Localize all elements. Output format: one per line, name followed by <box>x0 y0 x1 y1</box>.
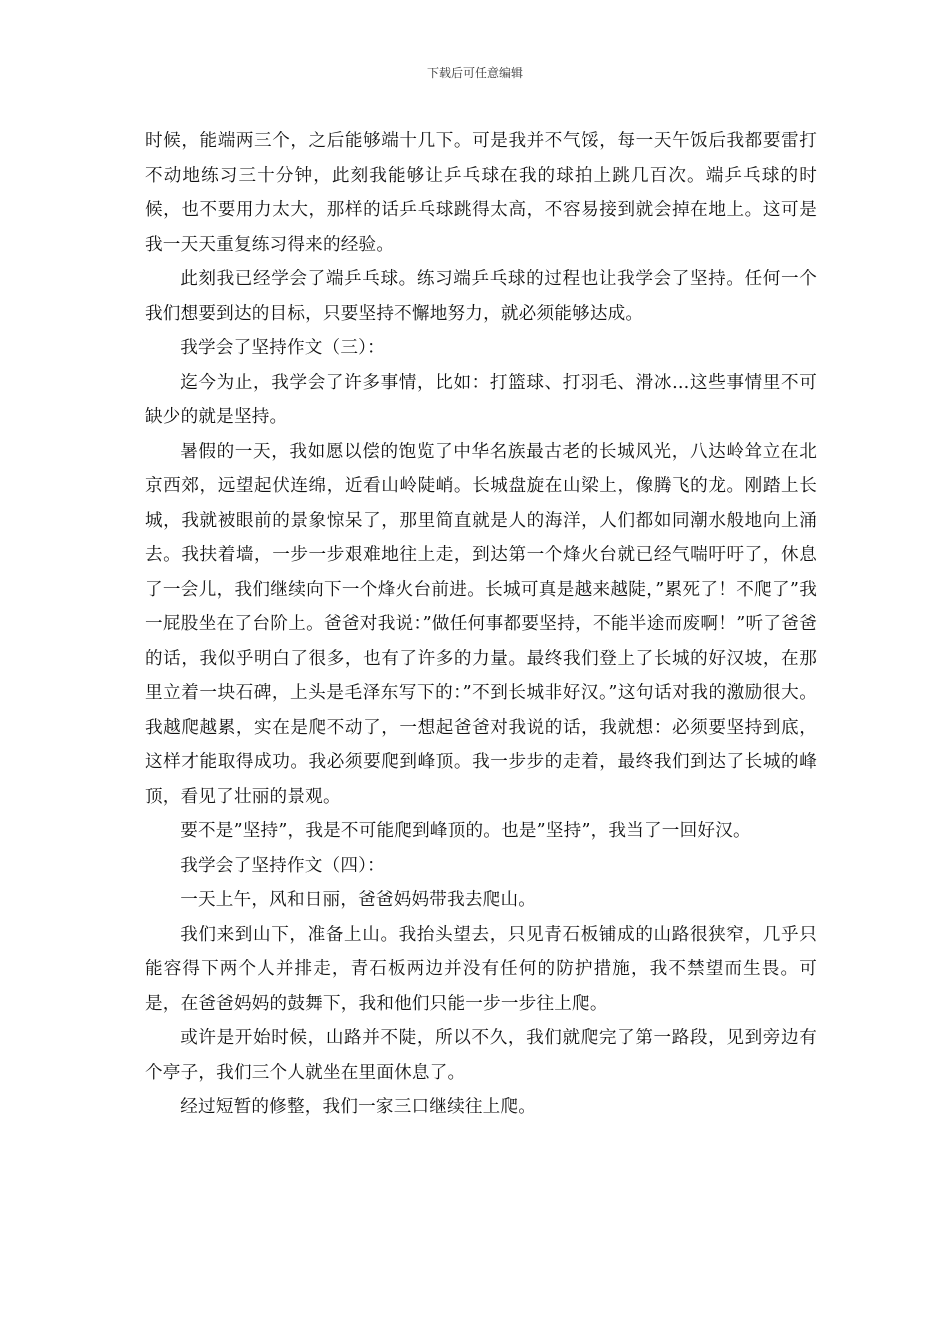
paragraph: 或许是开始时候，山路并不陡，所以不久，我们就爬完了第一路段，见到旁边有个亭子，我们三个人就坐在里面休息了。 <box>145 1028 817 1083</box>
paragraph: 时候，能端两三个，之后能够端十几下。可是我并不气馁，每一天午饭后我都要雷打不动地练习三十分钟，此刻我能够让乒乓球在我的球拍上跳几百次。端乒乓球的时候，也不要用力太大，那样的话乒乓球跳得太高，不容易接到就会掉在地上。这可是我一天天重复练习得来的经验。 <box>145 131 817 255</box>
paragraph: 要不是”坚持”，我是不可能爬到峰顶的。也是”坚持”，我当了一回好汉。 <box>180 821 751 841</box>
paragraph: 暑假的一天，我如愿以偿的饱览了中华名族最古老的长城风光，八达岭耸立在北京西郊，远望起伏连绵，近看山岭陡峭。长城盘旋在山梁上，像腾飞的龙。刚踏上长城，我就被眼前的景象惊呆了，那里简直就是人的海洋，人们都如同潮水般地向上涌去。我扶着墙，一步一步艰难地往上走，到达第一个烽火台就已经气喘吁吁了，休息了一会儿，我们继续向下一个烽火台前进。长城可真是越来越陡，”累死了！不爬了”我一屁股坐在了台阶上。爸爸对我说：”做任何事都要坚持，不能半途而废啊！”听了爸爸的话，我似乎明白了很多，也有了许多的力量。最终我们登上了长城的好汉坡，在那里立着一块石碑，上头是毛泽东写下的：”不到长城非好汉。”这句话对我的激励很大。我越爬越累，实在是爬不动了，一想起爸爸对我说的话，我就想：必须要坚持到底，这样才能取得成功。我必须要爬到峰顶。我一步步的走着，最终我们到达了长城的峰顶，看见了壮丽的景观。 <box>145 441 817 807</box>
paragraph: 一天上午，风和日丽，爸爸妈妈带我去爬山。 <box>180 890 537 910</box>
document-body <box>145 124 817 1125</box>
paragraph: 迄今为止，我学会了许多事情，比如：打篮球、打羽毛、滑冰...这些事情里不可缺少的就是坚持。 <box>145 372 817 427</box>
paragraph: 经过短暂的修整，我们一家三口继续往上爬。 <box>180 1097 537 1117</box>
paragraph: 此刻我已经学会了端乒乓球。练习端乒乓球的过程也让我学会了坚持。任何一个我们想要到达的目标，只要坚持不懈地努力，就必须能够达成。 <box>145 269 817 324</box>
paragraph: 我们来到山下，准备上山。我抬头望去，只见青石板铺成的山路很狭窄，几乎只能容得下两个人并排走，青石板两边并没有任何的防护措施，我不禁望而生畏。可是，在爸爸妈妈的鼓舞下，我和他们只能一步一步往上爬。 <box>145 924 817 1014</box>
section-heading: 我学会了坚持作文（三）： <box>180 338 385 358</box>
page-header: 下载后可任意编辑 <box>426 66 523 80</box>
section-heading: 我学会了坚持作文（四）： <box>180 855 385 876</box>
